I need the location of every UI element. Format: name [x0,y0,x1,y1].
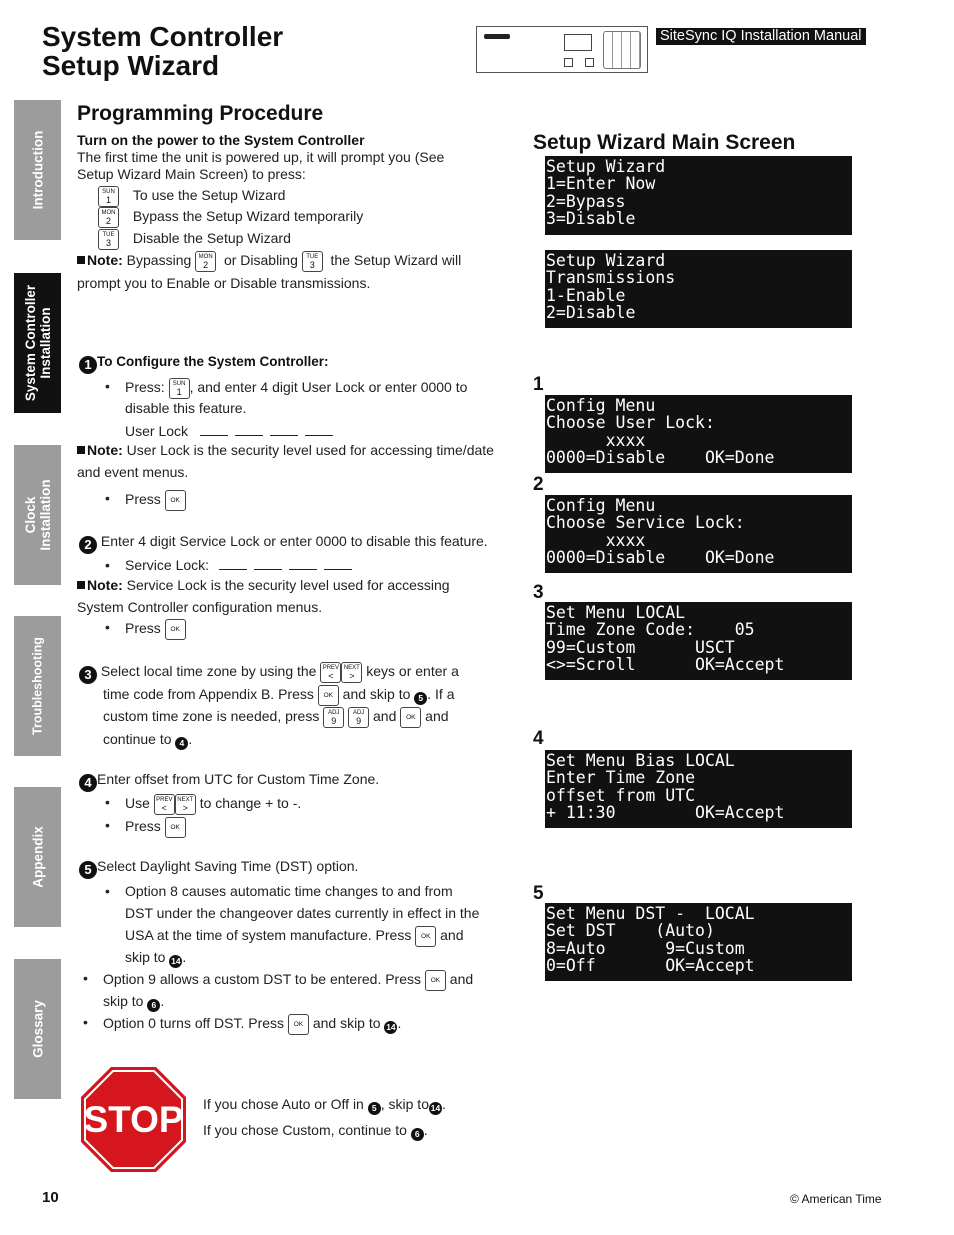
step-ref-icon: 14 [386,1022,396,1033]
note-user-lock: Note: User Lock is the security level used for accessing time/date [77,442,494,459]
tab-label: Clock Installation [22,479,53,551]
step-ref-icon: 14 [430,1103,441,1113]
user-lock-field: User Lock [125,423,333,440]
step-number-icon: 1 [79,356,97,374]
step-1-text: disable this feature. [125,400,247,416]
lcd-screen-transmissions: Setup Wizard Transmissions 1-Enable 2=Disable [545,250,852,328]
page-number: 10 [42,1189,59,1206]
step-4-text: 4 Enter offset from UTC for Custom Time Zone. [79,771,379,792]
ok-key-icon: OK [415,926,436,947]
lcd-screen-time-zone: Set Menu LOCAL Time Zone Code: 05 99=Custom USCT <>=Scroll OK=Accept [545,602,852,680]
step-ref-icon: 5 [414,692,427,705]
tab-label: Glossary [30,1000,45,1058]
step-number-icon: 3 [79,666,97,684]
next-key-icon: NEXT > [341,662,362,683]
ok-key-icon: OK [318,685,339,706]
power-text: Setup Wizard Main Screen) to press: [77,166,306,182]
ok-key-icon: OK [288,1014,309,1035]
tab-label: Troubleshooting [30,637,44,735]
option-row: TUE 3 Disable the Setup Wizard [98,229,291,250]
device-keypad [603,31,641,69]
lock-digit-blank [235,425,263,436]
note-square-icon [77,446,85,454]
step-5-bullet: • Option 9 allows a custom DST to be entered. Press OK and [103,970,473,991]
setup-wizard-main-screen-heading: Setup Wizard Main Screen [533,131,796,154]
step-5-text: USA at the time of system manufacture. Press OK and [125,926,463,947]
device-button [564,58,573,67]
step-1-press-ok: • Press OK [125,490,186,511]
sun-1-key-icon: SUN 1 [169,378,190,399]
lcd-screen-service-lock: Config Menu Choose Service Lock: xxxx 0000=Disable OK=Done [545,495,852,573]
option-row: SUN 1 To use the Setup Wizard [98,186,285,207]
step-number-icon: 4 [79,774,97,792]
ok-key-icon: OK [165,619,186,640]
ok-key-icon: OK [165,817,186,838]
note-bypass-text: prompt you to Enable or Disable transmissions. [77,275,371,291]
stop-sign-text: STOP [83,1099,184,1140]
note-square-icon [77,581,85,589]
title-line-2: Setup Wizard [42,50,220,81]
step-2-press-ok: • Press OK [125,619,186,640]
step-5-text: DST under the changeover dates currently in effect in the [125,905,480,921]
adj-9-key-icon: ADJ 9 [323,707,344,728]
lcd-screen-setup-wizard: Setup Wizard 1=Enter Now 2=Bypass 3=Disable [545,156,852,235]
stop-line-2: If you chose Custom, continue to 6 . [203,1122,428,1139]
ok-key-icon: OK [400,707,421,728]
copyright: © American Time [790,1192,882,1206]
screen-label: 1 [533,374,544,395]
lock-digit-blank [254,559,282,570]
step-5-text: skip to 14 . [125,949,187,966]
service-lock-field: • Service Lock: [125,557,352,574]
power-text: The first time the unit is powered up, it will prompt you (See [77,149,445,165]
step-ref-icon: 6 [411,1128,424,1141]
device-display [564,34,592,51]
tab-appendix[interactable] [14,787,61,927]
tab-glossary[interactable] [14,959,61,1099]
next-key-icon: NEXT > [175,794,196,815]
step-ref-icon: 4 [175,737,188,750]
lock-digit-blank [270,425,298,436]
step-5-text: 5 Select Daylight Saving Time (DST) option. [79,858,358,879]
manual-title-badge: SiteSync IQ Installation Manual [656,28,866,45]
ok-key-icon: OK [425,970,446,991]
tab-introduction[interactable] [14,100,61,240]
note-bypass: Note: Bypassing MON 2 or Disabling TUE 3 the Setup Wizard will [77,251,461,272]
step-3-line: custom time zone is needed, press ADJ 9 ADJ 9 and OK and [103,708,449,726]
title-line-1: System Controller [42,21,284,52]
lock-digit-blank [200,425,228,436]
device-logo [484,34,510,39]
tue-3-key-icon: TUE 3 [302,251,323,272]
ok-key-icon: OK [165,490,186,511]
note-square-icon [77,256,85,264]
stop-line-1: If you chose Auto or Off in 5 , skip to 14 . [203,1096,446,1113]
note-service-lock-text: System Controller configuration menus. [77,599,323,615]
programming-procedure-heading: Programming Procedure [77,102,324,125]
tab-system-controller-installation[interactable] [14,273,61,413]
step-2-text: 2 Enter 4 digit Service Lock or enter 0000 to disable this feature. [79,533,488,554]
step-1-press: • Press: SUN 1 , and enter 4 digit User Lock or enter 0000 to [125,378,467,399]
tab-label: System Controller Installation [22,284,53,402]
screen-label: 2 [533,474,544,495]
stop-sign-icon [80,1066,187,1173]
device-illustration [476,26,648,73]
screen-label: 4 [533,728,544,749]
prev-key-icon: PREV < [320,662,341,683]
tab-label: Appendix [30,826,45,888]
power-title: Turn on the power to the System Controller [77,132,365,148]
prev-key-icon: PREV < [154,794,175,815]
step-5-text: skip to 6 . [103,993,165,1010]
tab-troubleshooting[interactable] [14,616,61,756]
step-4-press-ok: • Press OK [125,817,186,838]
step-5-bullet: • Option 8 causes automatic time changes to and from [125,883,453,900]
adj-9-key-icon: ADJ 9 [348,707,369,728]
step-3-line: time code from Appendix B. Press OK and skip to 5 . If a [103,685,455,706]
mon-2-key-icon: MON 2 [98,207,119,228]
sun-1-key-icon: SUN 1 [98,186,119,207]
step-3-line: continue to 4 . [103,731,193,748]
step-number-icon: 5 [79,861,97,879]
lock-digit-blank [289,559,317,570]
mon-2-key-icon: MON 2 [195,251,216,272]
note-service-lock: Note: Service Lock is the security level used for accessing [77,577,450,594]
lcd-screen-bias: Set Menu Bias LOCAL Enter Time Zone offset from UTC + 11:30 OK=Accept [545,750,852,828]
lock-digit-blank [324,559,352,570]
lcd-screen-dst: Set Menu DST - LOCAL Set DST (Auto) 8=Auto 9=Custom 0=Off OK=Accept [545,903,852,981]
device-button [585,58,594,67]
tab-clock-installation[interactable] [14,445,61,585]
tab-label: Introduction [30,130,45,210]
tue-3-key-icon: TUE 3 [98,229,119,250]
lcd-screen-user-lock: Config Menu Choose User Lock: xxxx 0000=Disable OK=Done [545,395,852,473]
screen-label: 3 [533,582,544,603]
step-ref-icon: 6 [147,999,160,1012]
option-row: MON 2 Bypass the Setup Wizard temporarily [98,207,363,228]
step-4-use: • Use PREV < NEXT > to change + to -. [125,794,301,815]
step-number-icon: 2 [79,536,97,554]
screen-label: 5 [533,883,544,904]
lock-digit-blank [219,559,247,570]
page-title [42,22,283,80]
lock-digit-blank [305,425,333,436]
note-user-lock-text: and event menus. [77,464,189,480]
step-ref-icon: 5 [368,1102,381,1115]
step-ref-icon: 14 [171,956,181,966]
step-5-bullet: • Option 0 turns off DST. Press OK and skip to 14 . [103,1014,401,1035]
step-3-line: 3 Select local time zone by using the PREV < NEXT > keys or enter a [79,662,459,684]
step-1-title: 1 To Configure the System Controller: [79,353,329,374]
